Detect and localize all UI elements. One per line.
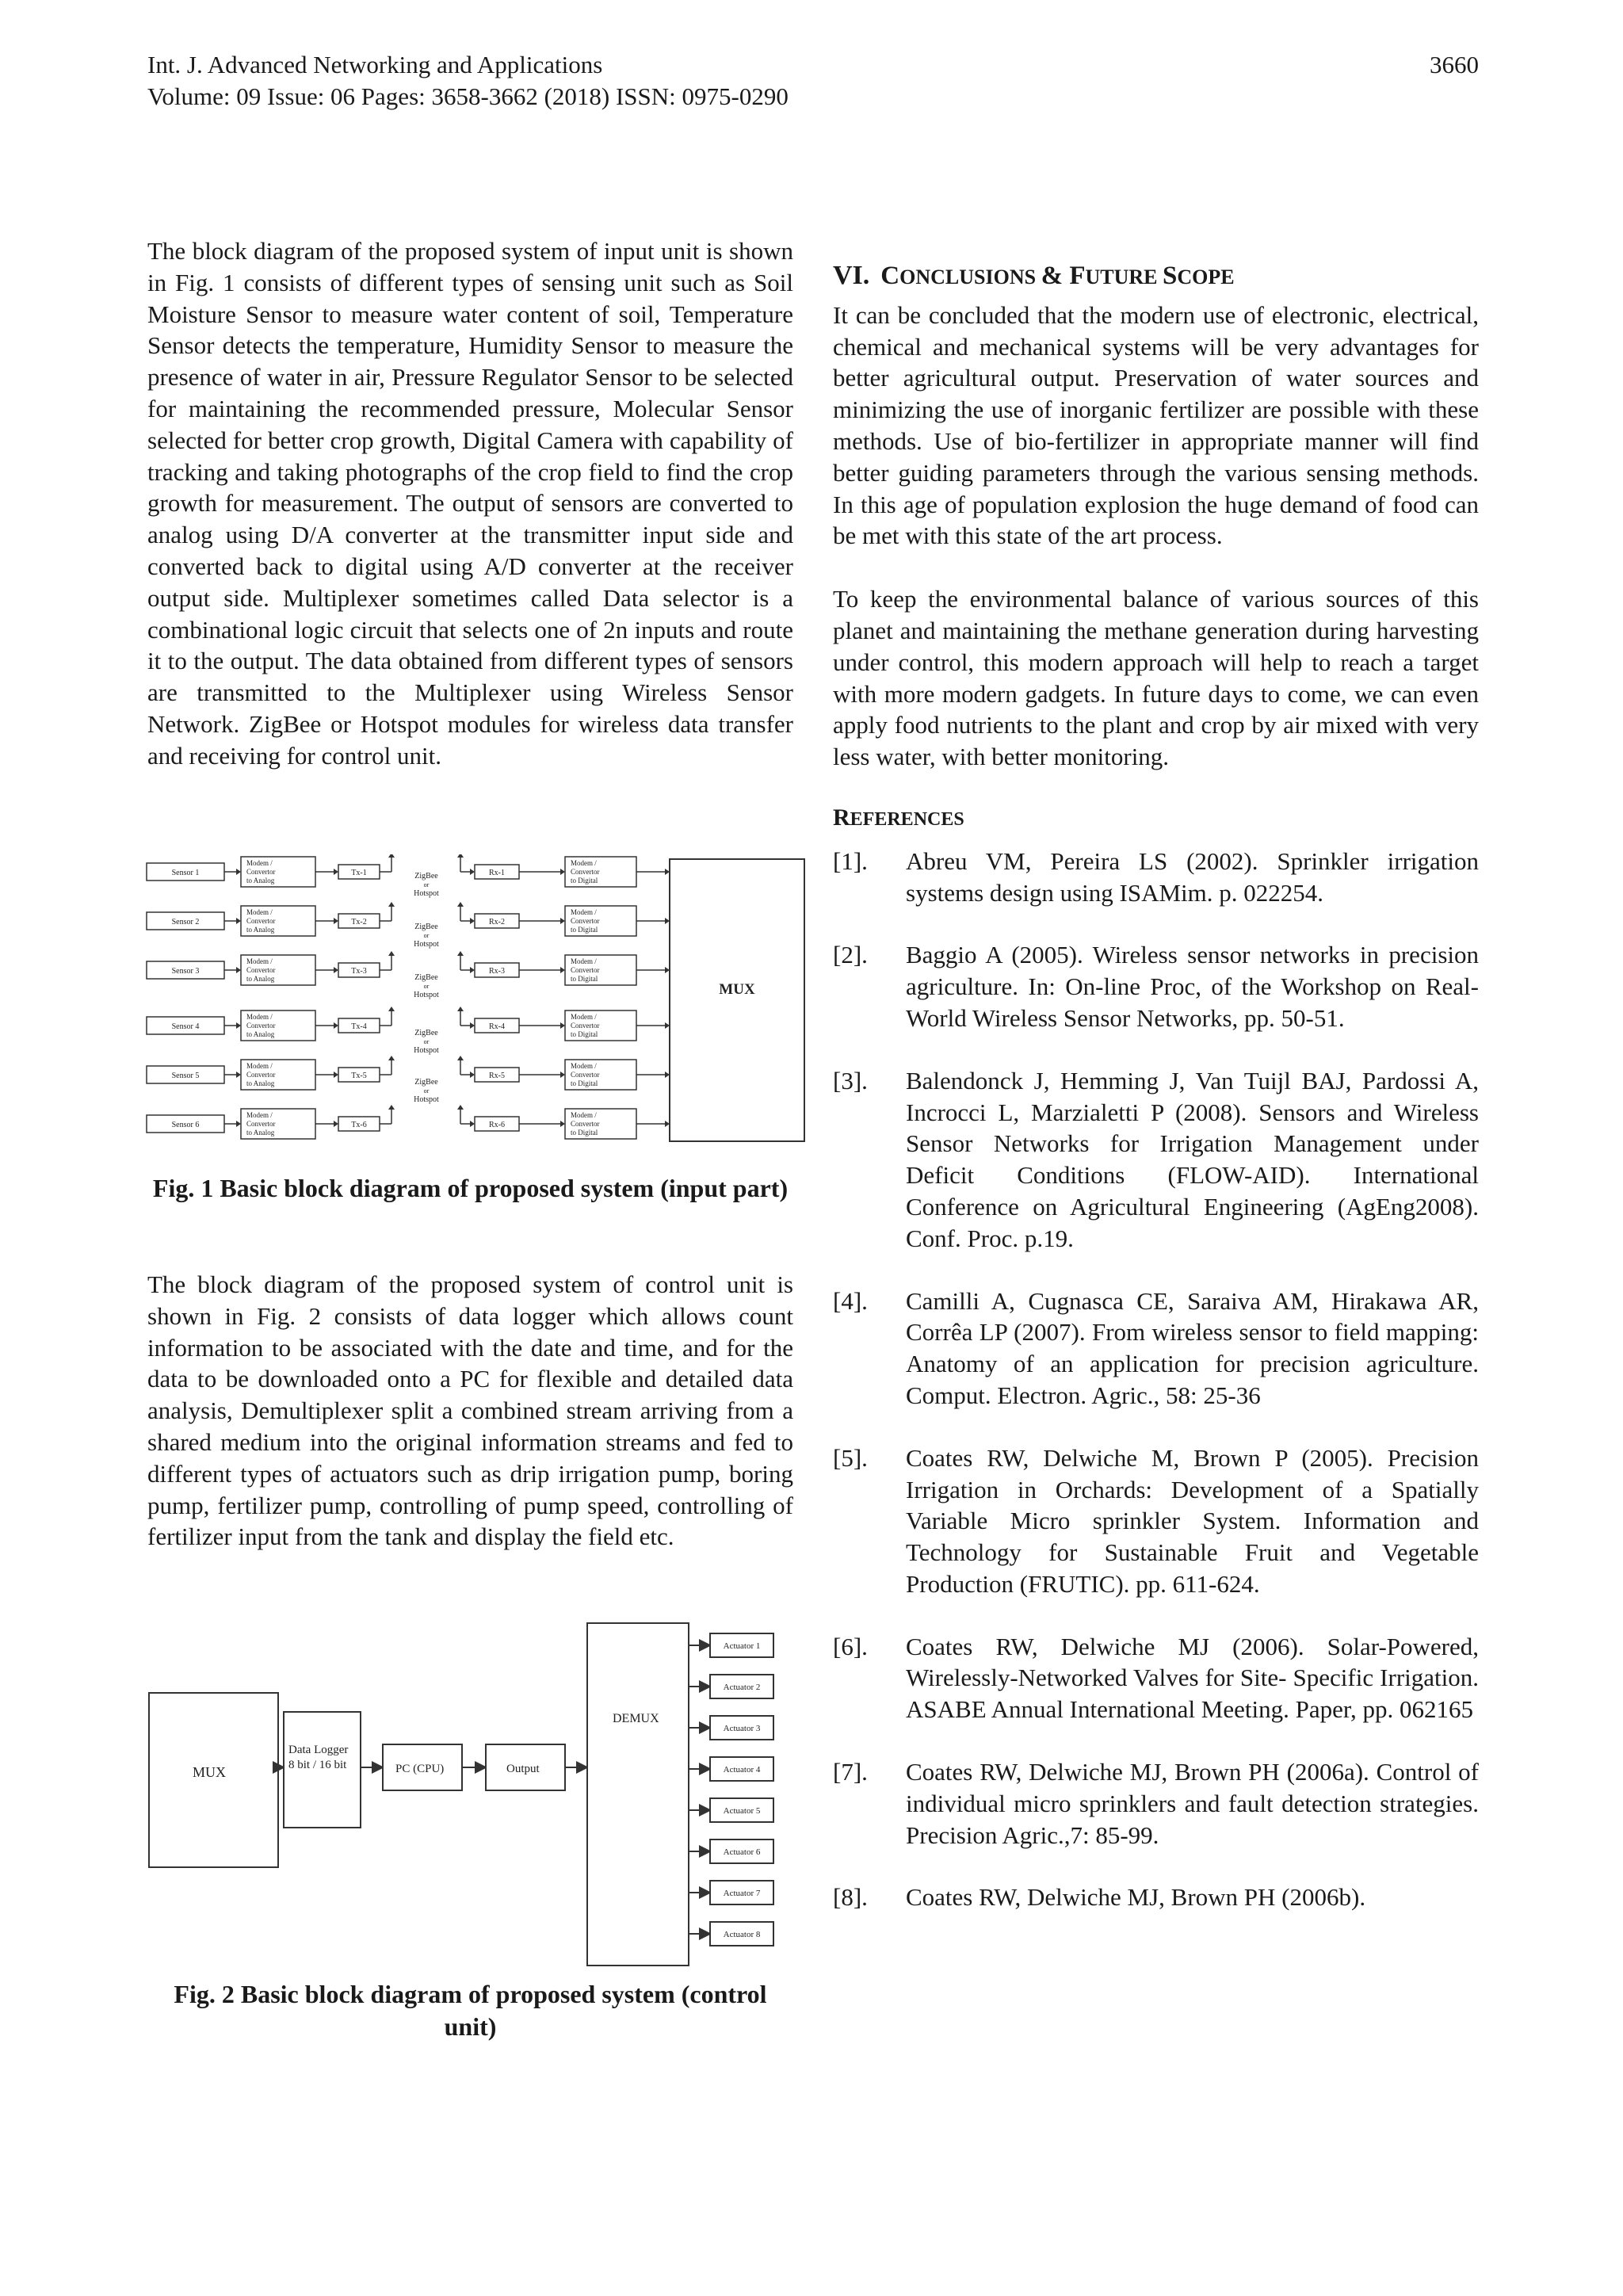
fig1-modem-analog-label: Convertor	[246, 1071, 276, 1079]
fig2-mux-label: MUX	[193, 1764, 227, 1780]
fig1-rx-label: Rx-6	[489, 1121, 505, 1129]
fig1-arrowhead	[236, 1072, 241, 1078]
fig1-antenna-tip	[457, 1056, 464, 1060]
section-title-part: ONCLUSIONS	[899, 266, 1041, 288]
fig1-rx-label: Rx-2	[489, 918, 505, 926]
reference-number: [3].	[833, 1066, 868, 1095]
fig1-modem-digital-label: to Digital	[571, 1129, 598, 1137]
conclusions-paragraph-2: To keep the environmental balance of various sources of this planet and maintaining the methane generation during harvesting under control, this modern approach will help to reach a target with more modern gadgets. In future days to come, we can even apply food nutrients to the plant and crop by air mixed with very less water, with better monitoring.	[833, 585, 1479, 771]
control-unit-paragraph: The block diagram of the proposed system of control unit is shown in Fig. 2 consists of data logger which allows count information to be associated with the date and time, and for the data to be downloaded onto a PC for flexible and detailed data analysis, Demultiplexer split a combined stream arriving from a shared medium into the original information streams and fed to different types of actuators such as drip irrigation pump, boring pump, fertilizer pump, controlling of pump speed, controlling of fertilizer input from the tank and display the field etc.	[147, 1270, 793, 1551]
fig2-actuator-label: Actuator 4	[723, 1765, 761, 1775]
fig1-modem-digital-label: Modem /	[571, 957, 597, 965]
fig1-zigbee-label: ZigBee	[414, 1029, 438, 1037]
section-title-part: COPE	[1177, 266, 1235, 288]
fig1-modem-analog-label: to Analog	[246, 975, 275, 983]
reference-list	[833, 846, 1479, 1914]
fig1-zigbee-label: ZigBee	[414, 1078, 438, 1087]
fig1-tx-label: Tx-2	[351, 918, 367, 926]
figure-1-caption: Fig. 1 Basic block diagram of proposed system (input part)	[152, 1174, 789, 1202]
fig2-data-logger-bits: 8 bit / 16 bit	[288, 1759, 347, 1771]
fig2-actuator-label: Actuator 7	[723, 1889, 761, 1898]
fig1-modem-analog-label: to Analog	[246, 877, 275, 884]
fig1-modem-analog-label: Convertor	[246, 1120, 276, 1128]
fig1-modem-analog-label: Modem /	[246, 859, 273, 867]
fig1-antenna-tip	[388, 951, 395, 956]
fig2-actuator-label: Actuator 8	[723, 1930, 761, 1939]
fig1-tx-label: Tx-4	[351, 1022, 367, 1031]
fig1-modem-analog-label: to Analog	[246, 1079, 275, 1087]
fig1-modem-analog-label: Modem /	[246, 1111, 273, 1119]
fig1-antenna-tip	[388, 854, 395, 858]
fig1-modem-digital-label: Modem /	[571, 1111, 597, 1119]
fig1-modem-analog-label: Convertor	[246, 966, 276, 974]
fig1-modem-digital-label: to Digital	[571, 926, 598, 934]
reference-number: [8].	[833, 1883, 868, 1912]
fig1-antenna-tip	[457, 902, 464, 907]
reference-number: [5].	[833, 1443, 868, 1472]
reference-item	[833, 1286, 1479, 1412]
reference-item	[833, 1631, 1479, 1725]
fig1-zigbee-label: Hotspot	[414, 1095, 439, 1104]
fig1-zigbee-label: or	[423, 881, 430, 888]
fig1-modem-digital-label: Convertor	[571, 1071, 600, 1079]
section-title-part: & F	[1041, 262, 1086, 290]
reference-text: Coates RW, Delwiche MJ, Brown PH (2006a). Control of individual micro sprinklers and fault detection strategies. Precision Agric.,7: 85-99.	[906, 1758, 1479, 1849]
fig1-zigbee-label: Hotspot	[414, 940, 439, 949]
reference-text: Baggio A (2005). Wireless sensor networks in precision agriculture. In: On-line Proc, of the Workshop on Real-World Wireless Sensor Networks, pp. 50-51.	[906, 941, 1479, 1032]
reference-text: Coates RW, Delwiche MJ (2006). Solar-Powered, Wirelessly-Networked Valves for Site- Specific Irrigation. ASABE Annual International Meeting. Paper, pp. 062165	[906, 1632, 1479, 1724]
fig1-arrowhead	[236, 967, 241, 973]
fig1-arrowhead	[560, 1072, 565, 1078]
fig1-arrowhead	[236, 918, 241, 924]
fig1-modem-analog-label: Convertor	[246, 1022, 276, 1030]
fig1-arrowhead	[560, 918, 565, 924]
section-number: VI.	[833, 261, 870, 290]
fig1-arrowhead	[334, 967, 338, 973]
fig1-arrowhead	[334, 869, 338, 875]
fig1-modem-analog-label: to Analog	[246, 926, 275, 934]
fig1-sensor-label: Sensor 3	[171, 967, 200, 976]
fig1-arrowhead	[470, 1072, 475, 1078]
fig1-modem-digital-label: Modem /	[571, 1062, 597, 1070]
figure-2-control-block-diagram	[145, 1617, 795, 1973]
fig1-antenna-tip	[457, 1105, 464, 1110]
reference-text: Abreu VM, Pereira LS (2002). Sprinkler irrigation systems design using ISAMim. p. 022254.	[906, 846, 1479, 907]
reference-number: [6].	[833, 1632, 868, 1660]
fig1-modem-digital-label: to Digital	[571, 877, 598, 884]
fig1-modem-digital-label: Modem /	[571, 908, 597, 916]
fig1-rx-label: Rx-5	[489, 1072, 505, 1080]
fig1-modem-analog-label: Modem /	[246, 908, 273, 916]
fig2-output-label: Output	[506, 1763, 540, 1775]
reference-item	[833, 1442, 1479, 1600]
fig1-sensor-label: Sensor 5	[171, 1072, 200, 1080]
fig2-data-logger-label: Data Logger	[288, 1744, 349, 1756]
references-heading	[833, 801, 1479, 836]
fig1-antenna-tip	[388, 902, 395, 907]
reference-text: Balendonck J, Hemming J, Van Tuijl BAJ, Pardossi A, Incrocci L, Marzialetti P (2008). Sensors and Wireless Sensor Networks for Irrigation Management under Deficit Conditions (FLOW-AID). International Conference on Agricultural Engineering (AgEng2008). Conf. Proc. p.19.	[906, 1066, 1479, 1252]
fig1-zigbee-label: Hotspot	[414, 1046, 439, 1055]
fig1-rx-label: Rx-1	[489, 869, 505, 877]
fig1-arrowhead	[470, 869, 475, 875]
reference-item	[833, 846, 1479, 909]
fig1-modem-analog-label: to Analog	[246, 1030, 275, 1038]
input-unit-paragraph: The block diagram of the proposed system of input unit is shown in Fig. 1 consists of different types of sensing unit such as Soil Moisture Sensor to measure water content of soil, Temperature Sensor detects the temperature, Humidity Sensor to measure the presence of water in air, Pressure Regulator Sensor to be selected for maintaining the recommended pressure, Molecular Sensor selected for better crop growth, Digital Camera with capability of tracking and taking photographs of the crop field to find the crop growth for measurement. The output of sensors are converted to analog using D/A converter at the transmitter input side and converted back to digital using A/D converter at the receiver output side. Multiplexer sometimes called Data selector is a combinational logic circuit that selects one of 2n inputs and route it to the output. The data obtained from different types of sensors are transmitted to the Multiplexer using Wireless Sensor Network. ZigBee or Hotspot modules for wireless data transfer and receiving for control unit.	[147, 237, 793, 770]
fig1-arrowhead	[334, 1022, 338, 1029]
fig1-zigbee-label: Hotspot	[414, 991, 439, 999]
fig1-modem-digital-label: to Digital	[571, 975, 598, 983]
fig1-modem-digital-label: to Digital	[571, 1079, 598, 1087]
fig1-tx-label: Tx-5	[351, 1072, 367, 1080]
fig1-modem-digital-label: Convertor	[571, 1022, 600, 1030]
fig1-modem-digital-label: Modem /	[571, 1013, 597, 1021]
fig1-modem-digital-label: to Digital	[571, 1030, 598, 1038]
reference-text: Coates RW, Delwiche M, Brown P (2005). Precision Irrigation in Orchards: Development of a Spatially Variable Micro sprinkler System. Information and Technology for Sustainable Fruit and Vegetable Production (FRUTIC). pp. 611-624.	[906, 1443, 1479, 1598]
reference-number: [7].	[833, 1758, 868, 1786]
fig1-zigbee-label: ZigBee	[414, 973, 438, 982]
reference-text: Camilli A, Cugnasca CE, Saraiva AM, Hirakawa AR, Corrêa LP (2007). From wireless sensor to field mapping: Anatomy of an application for precision agriculture. Comput. Electron. Agric., 58: 25-36	[906, 1286, 1479, 1409]
reference-item	[833, 1881, 1479, 1913]
fig1-tx-label: Tx-6	[351, 1121, 367, 1129]
fig1-arrowhead	[560, 1121, 565, 1127]
fig1-mux-label: MUX	[719, 981, 755, 998]
fig1-arrowhead	[334, 1072, 338, 1078]
fig2-actuator-label: Actuator 5	[723, 1806, 761, 1816]
fig2-actuator-label: Actuator 1	[723, 1641, 761, 1651]
fig1-zigbee-label: or	[423, 932, 430, 939]
conclusions-paragraph-1: It can be concluded that the modern use of electronic, electrical, chemical and mechanical systems will be very advantages for better agricultural output. Preservation of water sources and minimizing the use of inorganic fertilizer are possible with these methods. Use of bio-fertilizer in appropriate manner will find better guiding parameters through the various sensing methods. In this age of population explosion the huge demand of food can be met with this state of the art process.	[833, 300, 1479, 550]
fig1-arrowhead	[560, 967, 565, 973]
fig1-modem-digital-label: Modem /	[571, 859, 597, 867]
reference-number: [1].	[833, 846, 868, 875]
fig1-modem-digital-label: Convertor	[571, 868, 600, 876]
fig1-arrowhead	[470, 1022, 475, 1029]
fig1-modem-analog-label: Modem /	[246, 1062, 273, 1070]
reference-item	[833, 1065, 1479, 1255]
fig2-mux-box	[149, 1693, 278, 1867]
left-column-bottom	[147, 1269, 793, 1553]
fig1-zigbee-label: or	[423, 1038, 430, 1045]
fig1-arrowhead	[470, 918, 475, 924]
fig2-actuator-label: Actuator 6	[723, 1847, 761, 1857]
fig1-modem-digital-label: Convertor	[571, 917, 600, 925]
fig1-arrowhead	[236, 869, 241, 875]
references-heading-part: EFERENCES	[850, 808, 964, 830]
fig1-antenna-tip	[457, 854, 464, 858]
fig1-zigbee-label: ZigBee	[414, 872, 438, 881]
section-title-part: C	[880, 262, 900, 290]
fig2-pc-label: PC (CPU)	[395, 1763, 445, 1775]
references-heading-part: R	[833, 804, 850, 831]
fig1-rx-label: Rx-3	[489, 967, 505, 976]
fig1-rx-label: Rx-4	[489, 1022, 505, 1031]
fig1-arrowhead	[236, 1022, 241, 1029]
fig1-modem-analog-label: to Analog	[246, 1129, 275, 1137]
fig1-modem-digital-label: Convertor	[571, 966, 600, 974]
fig1-zigbee-label: or	[423, 983, 430, 990]
fig1-arrowhead	[560, 1022, 565, 1029]
fig1-arrowhead	[560, 869, 565, 875]
fig1-mux-box	[670, 859, 804, 1141]
section-title-part: UTURE	[1085, 266, 1163, 288]
fig1-zigbee-label: Hotspot	[414, 889, 439, 898]
fig2-demux-box	[587, 1623, 689, 1966]
fig1-arrowhead	[236, 1121, 241, 1127]
reference-number: [4].	[833, 1286, 868, 1315]
fig2-demux-label: DEMUX	[613, 1712, 659, 1725]
reference-text: Coates RW, Delwiche MJ, Brown PH (2006b).	[906, 1883, 1366, 1912]
fig1-tx-label: Tx-3	[351, 967, 367, 976]
fig1-modem-analog-label: Convertor	[246, 868, 276, 876]
page-number: 3660	[1430, 51, 1479, 78]
fig1-modem-analog-label: Modem /	[246, 957, 273, 965]
fig1-antenna-tip	[457, 951, 464, 956]
fig1-zigbee-label: or	[423, 1087, 430, 1095]
fig1-arrowhead	[334, 1121, 338, 1127]
journal-name: Int. J. Advanced Networking and Applications	[147, 51, 603, 78]
fig1-sensor-label: Sensor 6	[171, 1121, 200, 1129]
reference-item	[833, 939, 1479, 1033]
fig2-actuator-label: Actuator 2	[723, 1683, 761, 1692]
fig1-zigbee-label: ZigBee	[414, 923, 438, 931]
reference-number: [2].	[833, 941, 868, 969]
figure-2-caption: Fig. 2 Basic block diagram of proposed system (control unit)	[174, 1980, 767, 2041]
fig1-sensor-label: Sensor 1	[171, 869, 200, 877]
fig1-modem-analog-label: Convertor	[246, 917, 276, 925]
fig2-actuator-label: Actuator 3	[723, 1724, 761, 1733]
section-heading-conclusions	[833, 260, 1479, 293]
fig1-sensor-label: Sensor 4	[171, 1022, 200, 1031]
right-column	[833, 260, 1479, 1913]
fig1-arrowhead	[470, 967, 475, 973]
fig1-antenna-tip	[388, 1056, 395, 1060]
fig1-antenna-tip	[388, 1105, 395, 1110]
fig1-arrowhead	[470, 1121, 475, 1127]
fig1-antenna-tip	[457, 1007, 464, 1011]
fig1-modem-digital-label: Convertor	[571, 1120, 600, 1128]
fig1-sensor-label: Sensor 2	[171, 918, 200, 926]
volume-info: Volume: 09 Issue: 06 Pages: 3658-3662 (2018) ISSN: 0975-0290	[147, 82, 789, 110]
fig1-tx-label: Tx-1	[351, 869, 367, 877]
reference-item	[833, 1756, 1479, 1851]
section-title-part: S	[1163, 262, 1178, 290]
fig1-antenna-tip	[388, 1007, 395, 1011]
fig1-arrowhead	[334, 918, 338, 924]
figure-1-input-block-diagram	[145, 854, 813, 1149]
fig1-modem-analog-label: Modem /	[246, 1013, 273, 1021]
left-column-top	[147, 235, 793, 772]
